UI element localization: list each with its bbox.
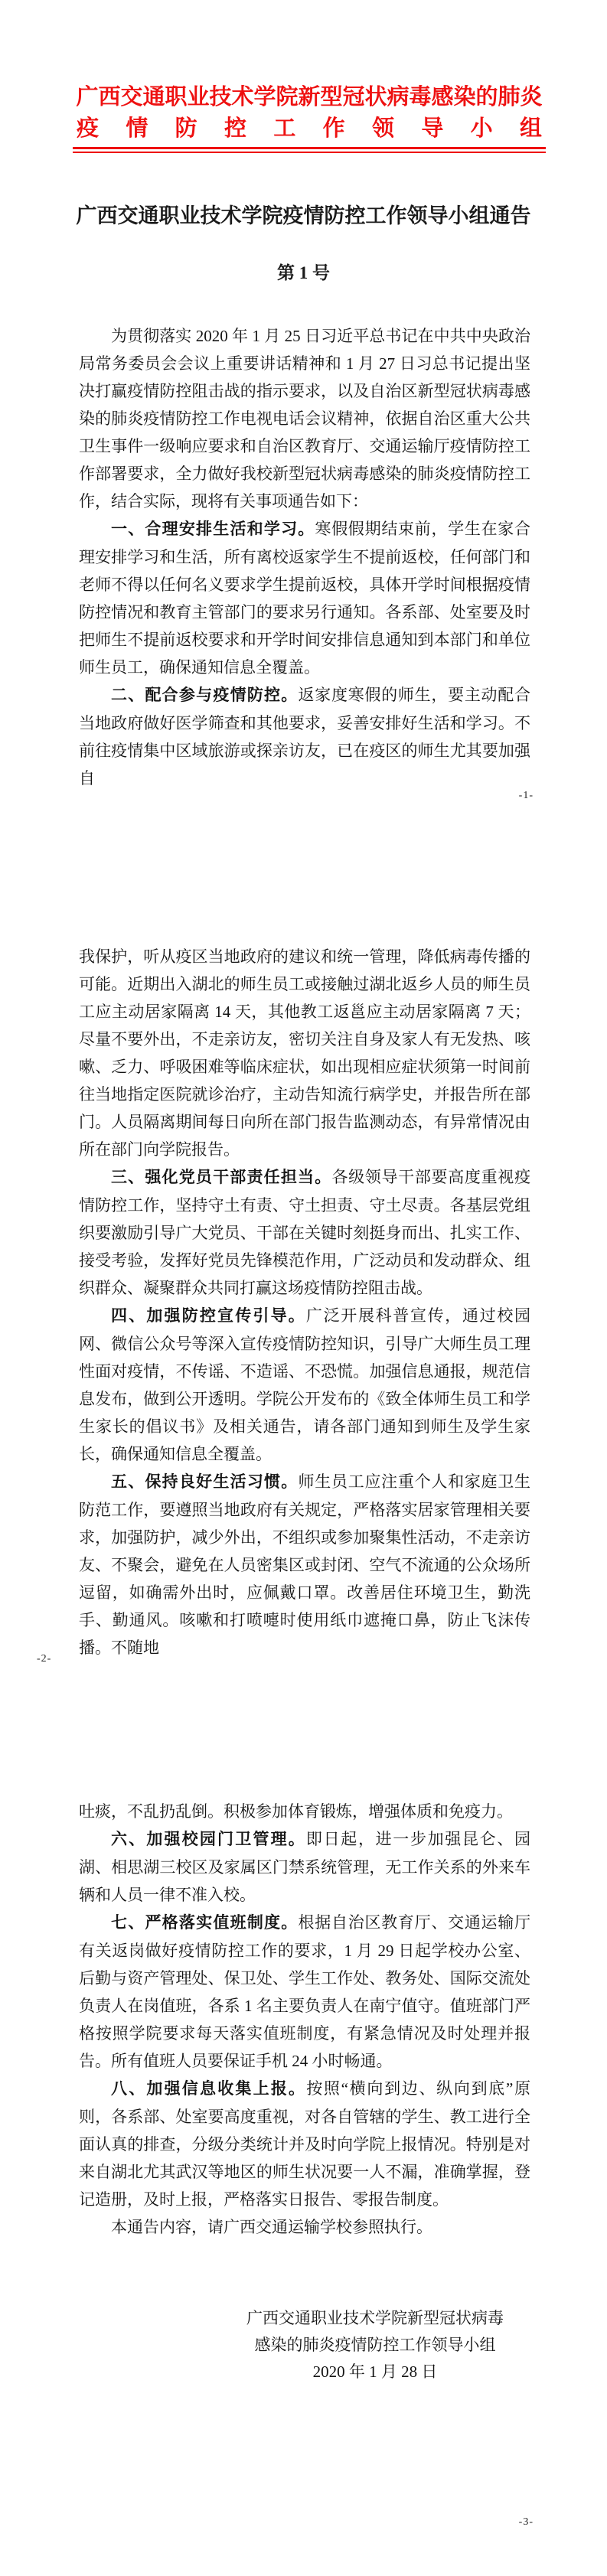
letterhead-divider-rule bbox=[73, 147, 546, 153]
section-heading: 八、加强信息收集上报。 bbox=[111, 2080, 307, 2098]
section-heading: 一、合理安排生活和学习。 bbox=[111, 520, 315, 538]
notice-title: 广西交通职业技术学院疫情防控工作领导小组通告 bbox=[76, 204, 531, 227]
page-number-3: -3- bbox=[518, 2516, 534, 2528]
page-2 bbox=[0, 859, 607, 1717]
page-1-body bbox=[79, 322, 530, 792]
notice-paragraph: 吐痰，不乱扔乱倒。积极参加体育锻炼，增强体质和免疫力。 bbox=[79, 1802, 513, 1821]
section-heading: 四、加强防控宣传引导。 bbox=[111, 1307, 306, 1325]
letterhead-org-line-1: 广西交通职业技术学院新型冠状病毒感染的肺炎 bbox=[76, 85, 543, 109]
notice-paragraph: 七、严格落实值班制度。根据自治区教育厅、交通运输厅有关返岗做好疫情防控工作的要求，1 月 29 日起学校办公室、后勤与资产管理处、保卫处、学生工作处、教务处、国际交流处负责人在岗值班，各系 1 名主要负责人在南宁值守。值班部门严格按照学院要求每天落实值班制度，有紧急情况及时处理并报告。所有值班人员要保证手机 24 小时畅通。 bbox=[79, 1913, 531, 2070]
signature-org-line-1: 广西交通职业技术学院新型冠状病毒 bbox=[246, 2309, 504, 2327]
signature-org-line-2: 感染的肺炎疫情防控工作领导小组 bbox=[254, 2336, 496, 2354]
page-2-body bbox=[79, 943, 530, 1661]
notice-paragraph: 四、加强防控宣传引导。广泛开展科普宣传，通过校园网、微信公众号等深入宣传疫情防控知识，引导广大师生员工理性面对疫情，不传谣、不造谣、不恐慌。加强信息通报，规范信息发布，做到公开透明。学院公开发布的《致全体师生员工和学生家长的倡议书》及相关通告，请各部门通知到师生及学生家长，确保通知信息全覆盖。 bbox=[79, 1306, 531, 1463]
signature-block bbox=[245, 2305, 505, 2385]
notice-paragraph: 二、配合参与疫情防控。返家度寒假的师生，要主动配合当地政府做好医学筛查和其他要求，妥善安排好生活和学习。不前往疫情集中区域旅游或探亲访友，已在疫区的师生尤其要加强自 bbox=[79, 686, 531, 787]
notice-paragraph: 为贯彻落实 2020 年 1 月 25 日习近平总书记在中共中央政治局常务委员会会议上重要讲话精神和 1 月 27 日习总书记提出坚决打赢疫情防控阻击战的指示要求，以及自治区新型冠状病毒感染的肺炎疫情防控工作电视电话会议精神，依据自治区重大公共卫生事件一级响应要求和自治区教育厅、交通运输厅疫情防控工作部署要求，全力做好我校新型冠状病毒感染的肺炎疫情防控工作，结合实际，现将有关事项通告如下： bbox=[79, 327, 530, 510]
notice-paragraph: 我保护，听从疫区当地政府的建议和统一管理，降低病毒传播的可能。近期出入湖北的师生员工或接触过湖北返乡人员的师生员工应主动居家隔离 14 天，其他教工返邕应主动居家隔离 7 天；尽量不要外出，不走亲访友，密切关注自身及家人有无发热、咳嗽、乏力、呼吸困难等临床症状，如出现相应症状须第一时间前往当地指定医院就诊治疗，主动告知流行病学史，并报告所在部门。人员隔离期间每日向所在部门报告监测动态，有异常情况由所在部门向学院报告。 bbox=[79, 947, 530, 1159]
page-number-1: -1- bbox=[518, 790, 534, 801]
section-heading: 五、保持良好生活习惯。 bbox=[111, 1473, 299, 1491]
notice-paragraph: 本通告内容，请广西交通运输学校参照执行。 bbox=[111, 2218, 432, 2236]
page-1 bbox=[0, 0, 607, 859]
letterhead-org-line-2: 疫情防控工作领导小组 bbox=[77, 116, 542, 141]
notice-paragraph: 五、保持良好生活习惯。师生员工应注重个人和家庭卫生防范工作，要遵照当地政府有关规定，严格落实居家管理相关要求，加强防护，减少外出，不组织或参加聚集性活动，不走亲访友、不聚会，避免在人员密集区或封闭、空气不流通的公众场所逗留，如确需外出时，应佩戴口罩。改善居住环境卫生，勤洗手、勤通风。咳嗽和打喷嚏时使用纸巾遮掩口鼻，防止飞沫传播。不随地 bbox=[79, 1472, 531, 1657]
notice-paragraph: 三、强化党员干部责任担当。各级领导干部要高度重视疫情防控工作，坚持守土有责、守土担责、守土尽责。各基层党组织要激励引导广大党员、干部在关键时刻挺身而出、扎实工作、接受考验，发挥好党员先锋模范作用，广泛动员和发动群众、组织群众、凝聚群众共同打赢这场疫情防控阻击战。 bbox=[79, 1168, 530, 1297]
section-heading: 七、严格落实值班制度。 bbox=[111, 1914, 299, 1932]
page-3 bbox=[0, 1717, 607, 2576]
section-heading: 二、配合参与疫情防控。 bbox=[111, 686, 299, 704]
notice-paragraph: 八、加强信息收集上报。按照“横向到边、纵向到底”原则，各系部、处室要高度重视，对各自管辖的学生、教工进行全面认真的排查，分级分类统计并及时向学院上报情况。特别是对来自湖北尤其武汉等地区的师生状况要一人不漏，准确掌握，登记造册，及时上报，严格落实日报告、零报告制度。 bbox=[79, 2079, 531, 2209]
notice-paragraph: 一、合理安排生活和学习。寒假假期结束前，学生在家合理安排学习和生活，所有离校返家学生不提前返校，任何部门和老师不得以任何名义要求学生提前返校，具体开学时间根据疫情防控情况和教育主管部门的要求另行通知。各系部、处室要及时把师生不提前返校要求和开学时间安排信息通知到本部门和单位师生员工，确保通知信息全覆盖。 bbox=[79, 520, 530, 677]
notice-doc-number: 第 1 号 bbox=[277, 263, 330, 282]
section-heading: 三、强化党员干部责任担当。 bbox=[111, 1169, 332, 1186]
section-heading: 六、加强校园门卫管理。 bbox=[111, 1831, 306, 1848]
page-number-2: -2- bbox=[37, 1653, 52, 1665]
page-3-body bbox=[79, 1798, 530, 2241]
signature-date: 2020 年 1 月 28 日 bbox=[312, 2362, 438, 2381]
notice-paragraph: 六、加强校园门卫管理。即日起，进一步加强昆仑、园湖、相思湖三校区及家属区门禁系统管理，无工作关系的外来车辆和人员一律不准入校。 bbox=[79, 1830, 531, 1904]
